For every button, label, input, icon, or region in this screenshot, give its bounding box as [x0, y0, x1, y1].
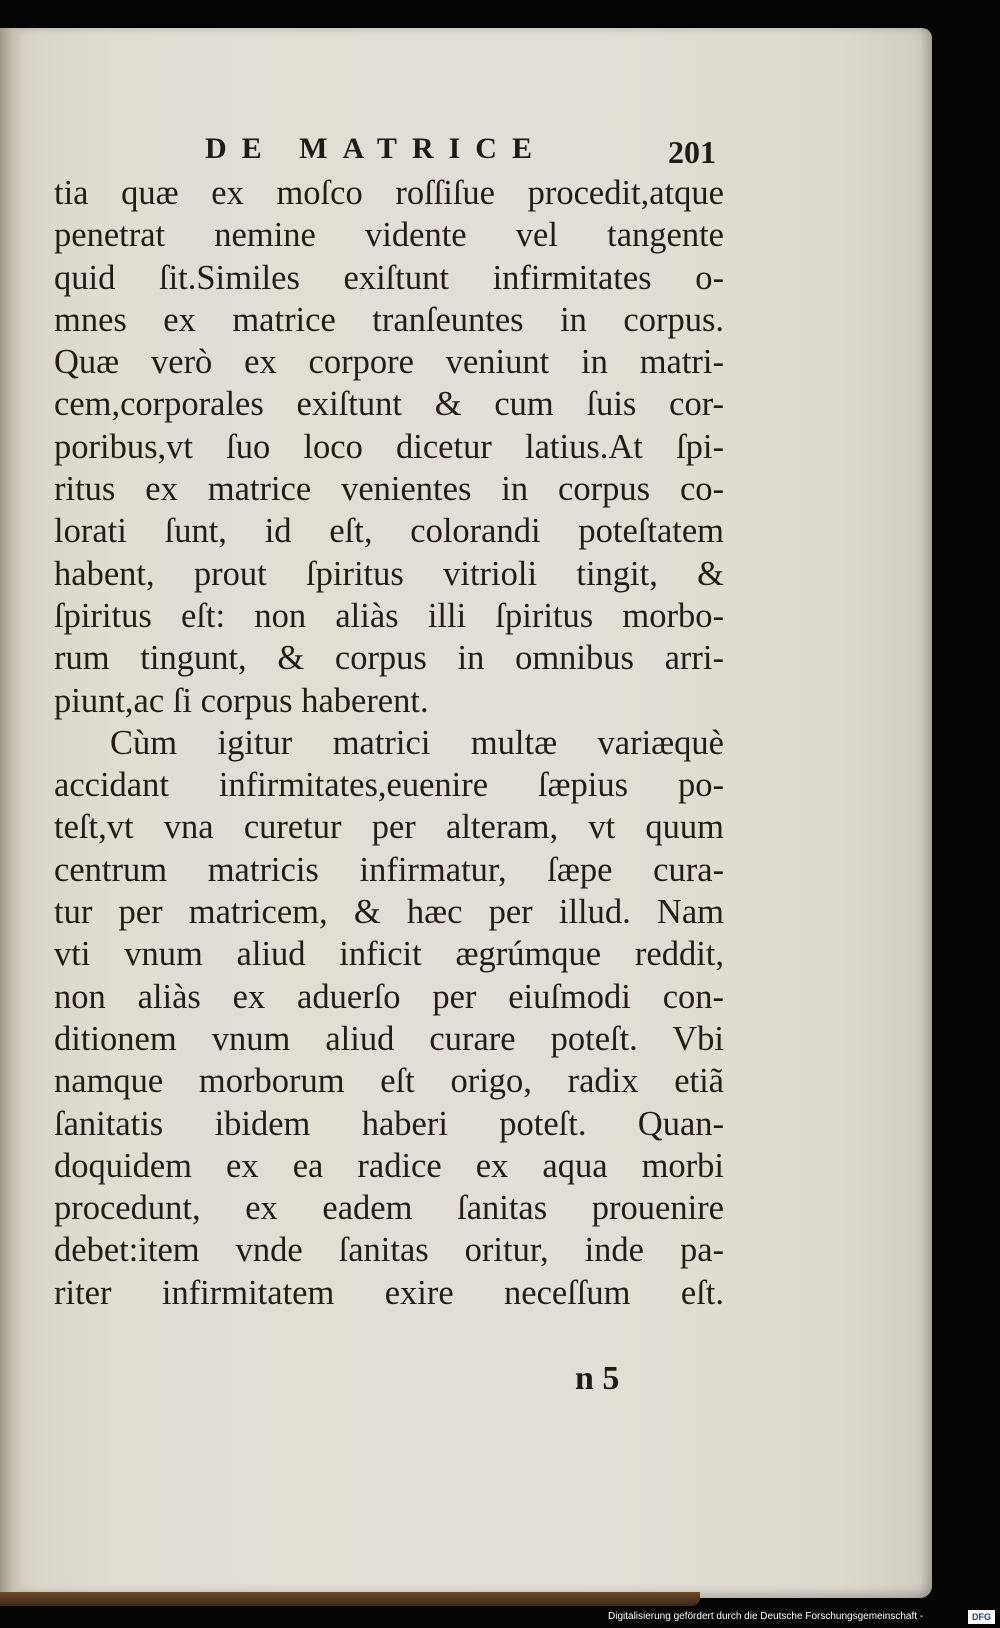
running-title: DE MATRICE [205, 132, 547, 165]
text-line: riter infirmitatem exire neceſſum eſt. [54, 1273, 724, 1312]
text-line: vti vnum aliud inficit ægrúmque reddit, [54, 935, 724, 974]
text-line: poribus,vt ſuo loco dicetur latius.At ſpi- [54, 427, 724, 466]
signature-mark: n 5 [575, 1360, 620, 1397]
text-line: quid ſit.Similes exiſtunt infirmitates o- [54, 258, 724, 297]
dfg-logo: DFG [968, 1610, 995, 1624]
digitization-credit: Digitalisierung gefördert durch die Deutsche Forschungsgemeinschaft - [608, 1611, 924, 1622]
text-line: non aliàs ex aduerſo per eiuſmodi con- [54, 977, 724, 1016]
text-line: ſpiritus eſt: non aliàs illi ſpiritus morbo- [54, 596, 724, 635]
page-number: 201 [668, 134, 716, 170]
text-line: teſt,vt vna curetur per alteram, vt quum [54, 808, 724, 847]
text-line: ditionem vnum aliud curare poteſt. Vbi [54, 1019, 724, 1058]
text-line: lorati ſunt, id eſt, colorandi poteſtatem [54, 512, 724, 551]
text-line: doquidem ex ea radice ex aqua morbi [54, 1146, 724, 1185]
text-line: tur per matricem, & hæc per illud. Nam [54, 893, 724, 932]
running-head [0, 132, 1000, 172]
text-line: habent, prout ſpiritus vitrioli tingit, & [54, 554, 724, 593]
text-line: tia quæ ex moſco roſſiſue procedit,atque [54, 174, 724, 212]
body-text [54, 172, 724, 1314]
text-line: penetrat nemine vidente vel tangente [54, 216, 724, 255]
text-line: centrum matricis infirmatur, ſæpe cura- [54, 850, 724, 889]
book-cover-edge [0, 1592, 700, 1606]
text-line: debet:item vnde ſanitas oritur, inde pa- [54, 1231, 724, 1270]
text-line: procedunt, ex eadem ſanitas prouenire [54, 1189, 724, 1228]
text-line: piunt,ac ſi corpus haberent. [54, 681, 429, 720]
text-line: cem,corporales exiſtunt & cum ſuis cor- [54, 385, 724, 424]
paragraph-start-line: Cùm igitur matrici multæ variæquè [110, 723, 724, 762]
text-line: rum tingunt, & corpus in omnibus arri- [54, 639, 724, 678]
text-line: mnes ex matrice tranſeuntes in corpus. [54, 300, 724, 339]
text-line: accidant infirmitates,euenire ſæpius po- [54, 766, 724, 805]
text-line: namque morborum eſt origo, radix etiã [54, 1062, 724, 1101]
text-line: ſanitatis ibidem haberi poteſt. Quan- [54, 1104, 724, 1143]
page-gutter-shadow [0, 28, 22, 1598]
text-line: Quæ verò ex corpore veniunt in matri- [54, 343, 724, 382]
text-line: ritus ex matrice venientes in corpus co- [54, 470, 724, 509]
